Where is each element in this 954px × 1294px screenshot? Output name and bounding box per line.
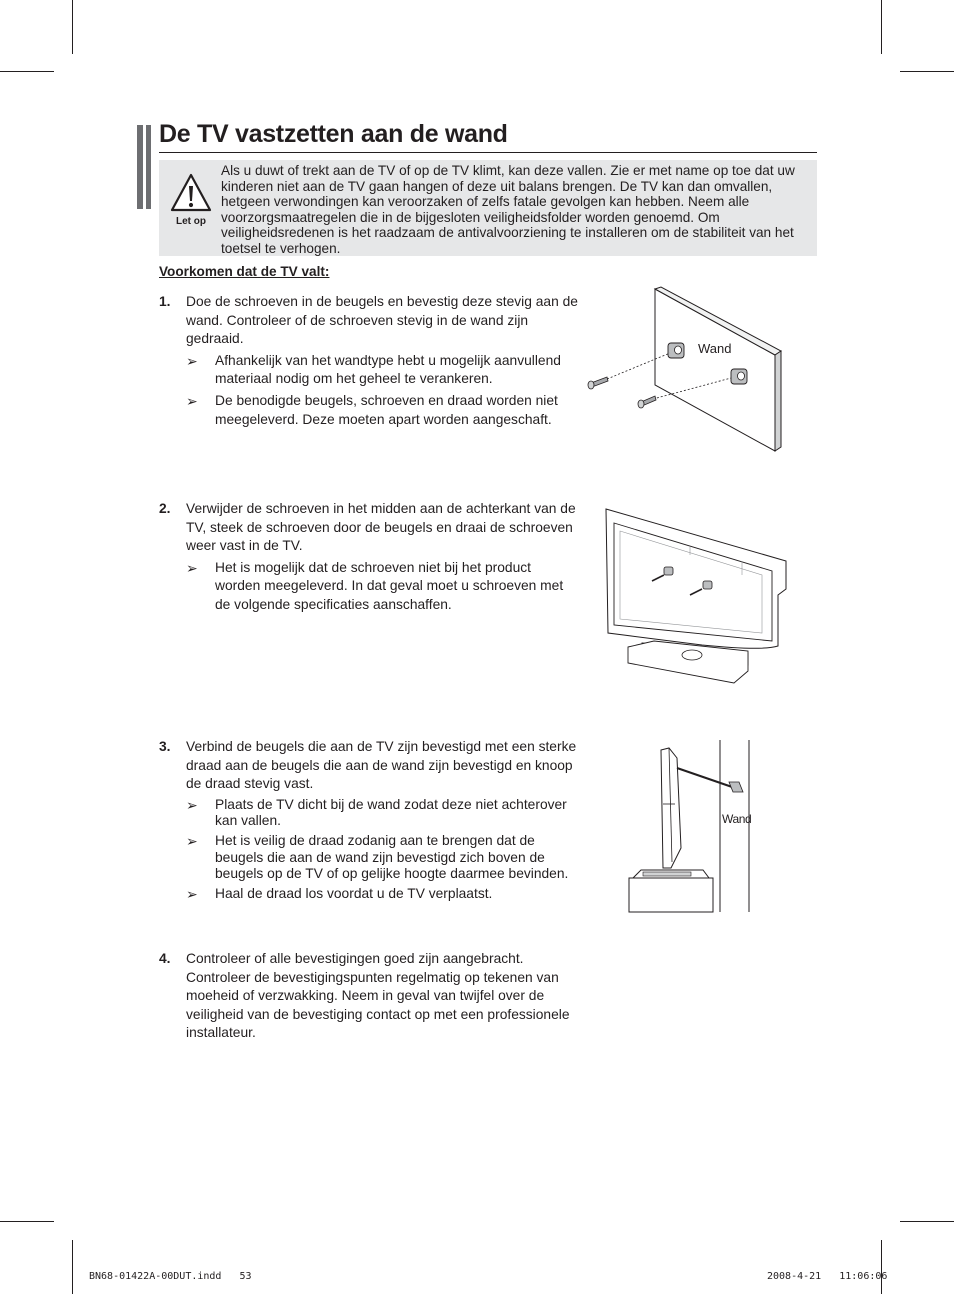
section-bar: [137, 125, 143, 209]
crop-mark: [72, 0, 73, 54]
wall-bracket: [729, 782, 743, 792]
note-text: Afhankelijk van het wandtype hebt u mogelijk aanvullend materiaal nodig om het geheel te verankeren.: [215, 352, 561, 387]
step-note: [186, 885, 579, 903]
wall-bracket-illustration: [585, 285, 785, 455]
print-footer-file: BN68-01422A-00DUT.indd 53: [89, 1271, 252, 1282]
arrow-bullet-icon: ➢: [186, 885, 198, 902]
wall-label: Wand: [698, 341, 732, 356]
arrow-bullet-icon: ➢: [186, 392, 198, 409]
step-note: [186, 796, 579, 830]
note-text: Het is veilig de draad zodanig aan te brengen dat de beugels die aan de wand zijn bevestigd zich boven de beugels op de TV of op gelijke hoogte daarmee bevinden.: [215, 832, 569, 882]
wall-bracket: [731, 369, 747, 384]
step-text: Verbind de beugels die aan de TV zijn bevestigd met een sterke draad aan de beugels die aan de wand zijn bevestigd en knoop de draad stevig vast.: [186, 739, 577, 792]
step-number: 4.: [159, 951, 171, 966]
crop-mark: [0, 71, 54, 72]
section-bar: [146, 125, 151, 209]
step-text: Verwijder de schroeven in het midden aan de achterkant van de TV, steek de schroeven door de beugels en draai de schroeven weer vast in de TV.: [186, 501, 576, 554]
step-3: [159, 738, 579, 902]
arrow-bullet-icon: ➢: [186, 796, 198, 813]
step-number: 2.: [159, 501, 171, 516]
screw-icon: [588, 377, 608, 389]
wall-bracket: [668, 343, 684, 358]
title-rule: [159, 152, 817, 153]
step-note: [186, 832, 579, 883]
note-text: De benodigde beugels, schroeven en draad worden niet meegeleverd. Deze moeten apart worden aangeschaft.: [215, 392, 558, 427]
step-1: [159, 293, 579, 429]
print-footer-timestamp: 2008-4-21 11:06:06: [767, 1271, 888, 1282]
arrow-bullet-icon: ➢: [186, 559, 198, 576]
crop-mark: [881, 1240, 882, 1294]
step-number: 3.: [159, 739, 171, 754]
step-note: [186, 352, 579, 389]
caution-box: [159, 160, 817, 256]
step-4: [159, 950, 579, 1043]
arrow-bullet-icon: ➢: [186, 352, 198, 369]
arrow-bullet-icon: ➢: [186, 832, 198, 849]
step-text: Controleer of alle bevestigingen goed zijn aangebracht. Controleer de bevestigingspunten regelmatig op tekenen van moeheid of verzwakking. Neem in geval van twijfel over de veiligheid van de bevestiging contact op met een professionele installateur.: [186, 951, 570, 1041]
crop-mark: [900, 1221, 954, 1222]
step-text: Doe de schroeven in de beugels en bevestig deze stevig aan de wand. Controleer of de schroeven stevig in de wand zijn gedraaid.: [186, 294, 578, 347]
tv-side-wire-illustration: [625, 738, 755, 914]
wall-label: Wand: [722, 812, 752, 826]
warning-icon: [169, 172, 213, 214]
tv-back-illustration: [602, 505, 788, 687]
caution-text: Als u duwt of trekt aan de TV of op de TV klimt, kan deze vallen. Zie er met name op toe dat uw kinderen niet aan de TV gaan hangen of deze uit balans brengen. De TV kan dan omvallen, hetgeen verwondingen kan veroorzaken of zelfs fatale gevolgen kan hebben. Neem alle voorzorgsmaatregelen die in de bijgesloten veiligheidsfolder worden genoemd. Om veiligheidsredenen is het raadzaam de antivalvoorziening te installeren om de stabiliteit van het toetsel te verhogen.: [221, 163, 795, 256]
crop-mark: [900, 71, 954, 72]
step-number: 1.: [159, 294, 171, 309]
crop-mark: [881, 0, 882, 54]
step-note: [186, 559, 579, 615]
note-text: Het is mogelijk dat de schroeven niet bij het product worden meegeleverd. In dat geval moet u schroeven met de volgende specificaties aanschaffen.: [215, 559, 564, 612]
crop-mark: [72, 1240, 73, 1294]
caution-label: Let op: [176, 216, 206, 227]
step-2: [159, 500, 579, 615]
step-note: [186, 392, 579, 429]
note-text: Haal de draad los voordat u de TV verplaatst.: [215, 885, 493, 901]
section-subheading: Voorkomen dat de TV valt:: [159, 264, 330, 279]
note-text: Plaats de TV dicht bij de wand zodat deze niet achterover kan vallen.: [215, 796, 567, 829]
screw-icon: [638, 396, 656, 408]
crop-mark: [0, 1221, 54, 1222]
page-title: De TV vastzetten aan de wand: [159, 120, 508, 148]
